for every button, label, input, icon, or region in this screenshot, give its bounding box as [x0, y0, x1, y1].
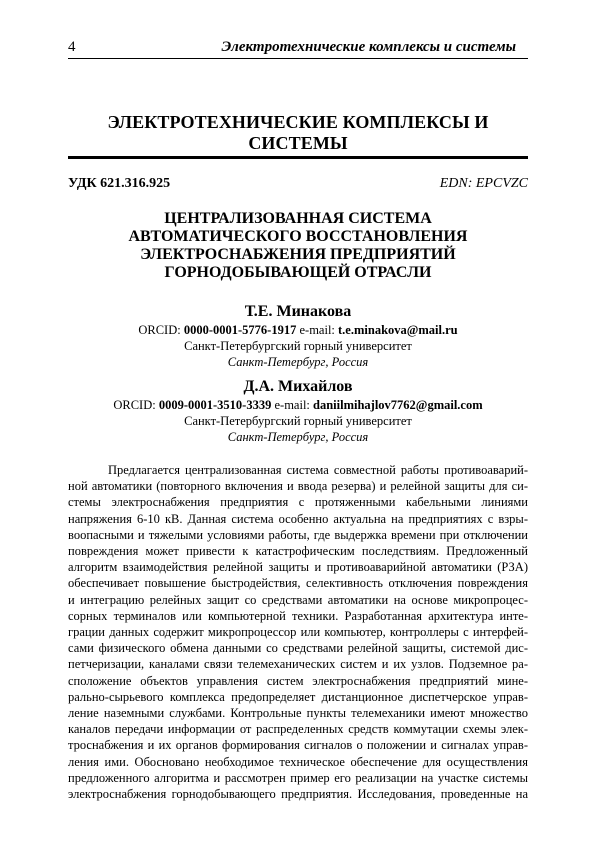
abstract-line: рально-сырьевого комплекса предопределяет дистанционное диспетчерское управ- — [68, 689, 528, 704]
author-contacts — [68, 397, 528, 413]
abstract-line: алгоритм взаимодействия релейной защиты и противоаварийной автоматики (РЗА) — [68, 560, 528, 575]
author-name: Т.Е. Минакова — [244, 303, 352, 320]
running-header — [68, 38, 528, 59]
abstract — [68, 462, 528, 802]
abstract-line: петчеризации, каналами связи телемеханических систем и их узлов. Подземное ра- — [68, 657, 528, 672]
email-address[interactable]: daniilmihajlov7762@gmail.com — [313, 398, 483, 412]
abstract-line: ной автоматики (повторного включения и ввода резерва) и релейной защиты для си- — [68, 479, 528, 494]
abstract-line: Предлагается централизованная система совместной работы противоаварий- — [108, 463, 528, 477]
abstract-line: воопасными и тяжелыми условиями работы, где выдержка времени при отключении — [68, 527, 528, 542]
journal-title: Электротехнические комплексы и системы — [221, 39, 516, 55]
abstract-line: обеспечивает повышение быстродействия, селективность отключения повреждения — [68, 576, 528, 591]
article-title-line: ЦЕНТРАЛИЗОВАННАЯ СИСТЕМА — [164, 210, 432, 227]
email-label: e-mail: — [299, 323, 339, 337]
section-title: ЭЛЕКТРОТЕХНИЧЕСКИЕ КОМПЛЕКСЫ И СИСТЕМЫ — [107, 112, 489, 153]
section-divider — [68, 156, 528, 159]
abstract-line: троснабжения и их органов формирования сигналов о положении и сигналах управ- — [68, 738, 528, 753]
abstract-line: сорных терминалов или компьютерной техники. Разработанная архитектура инте- — [68, 608, 528, 623]
email-address[interactable]: t.e.minakova@mail.ru — [338, 323, 458, 337]
abstract-line: ление наземными службами. Контрольные пункты телемеханики имеют множество — [68, 706, 528, 721]
abstract-line: каналов передачи информации от распределенных средств коммутации схемы элек- — [68, 722, 528, 737]
article-title — [68, 210, 528, 282]
abstract-line: напряжения 6-10 кВ. Данная система особенно актуальна на предприятиях с взры- — [68, 511, 528, 526]
abstract-line: сами физического обмена данными со средствами релейной защиты, системой дис- — [68, 641, 528, 656]
author-contacts — [68, 322, 528, 338]
abstract-line: и интеграцию релейных защит со средствами автоматики на основе микропроцес- — [68, 592, 528, 607]
orcid-id: 0000-0001-5776-1917 — [183, 323, 297, 337]
abstract-line: грации данных содержит микропроцессор или компьютер, контроллеры с интерфей- — [68, 625, 528, 640]
orcid-id: 0009-0001-3510-3339 — [158, 398, 272, 412]
page-number: 4 — [68, 39, 76, 55]
abstract-line: повреждения может привести к катастрофическим последствиям. Предложенный — [68, 544, 528, 559]
udk-code: УДК 621.316.925 — [68, 176, 171, 191]
abstract-line: предложенного алгоритма и рассмотрен пример его реализации на участке системы — [68, 770, 528, 785]
email-label: e-mail: — [274, 398, 314, 412]
article-title-line: ГОРНОДОБЫВАЮЩЕЙ ОТРАСЛИ — [164, 264, 432, 281]
orcid-label: ORCID: — [138, 323, 184, 337]
orcid-label: ORCID: — [113, 398, 159, 412]
author-city: Санкт-Петербург, Россия — [227, 355, 369, 369]
edn-code: EDN: EPCVZC — [439, 176, 528, 191]
author-block-1 — [68, 302, 528, 370]
abstract-line: стемы электроснабжения предприятия с протяженными кабельными линиями — [68, 495, 528, 510]
author-city: Санкт-Петербург, Россия — [227, 430, 369, 444]
article-title-line: ЭЛЕКТРОСНАБЖЕНИЯ ПРЕДПРИЯТИЙ — [140, 246, 456, 263]
abstract-line: сположение объектов управления систем электроснабжения предприятий мине- — [68, 673, 528, 688]
author-affiliation: Санкт-Петербургский горный университет — [184, 339, 412, 353]
author-block-2 — [68, 377, 528, 445]
article-title-line: АВТОМАТИЧЕСКОГО ВОССТАНОВЛЕНИЯ — [128, 228, 468, 245]
author-affiliation: Санкт-Петербургский горный университет — [184, 414, 412, 428]
abstract-line: электроснабжения горнодобывающего предприятия. Исследования, проведенные на — [68, 787, 528, 802]
abstract-line: ления ими. Обосновано необходимое техническое обеспечение для осуществления — [68, 754, 528, 769]
author-name: Д.А. Михайлов — [243, 378, 353, 395]
